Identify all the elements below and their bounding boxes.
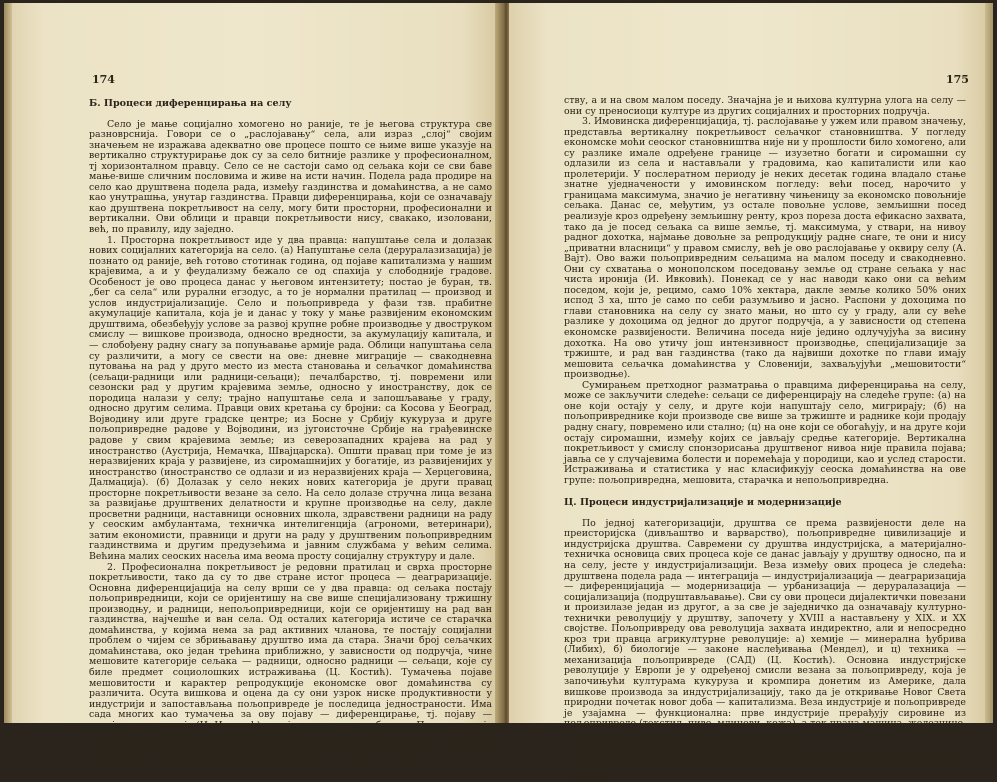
right-paragraph-2: 3. Имовинска диференцијација, тј. раслојавање у ужем или правом значењу, представља вертикалну покретљивост сељачког становништва. У погледу економске моћи сеоског становништва није ни у прошлости било хомогено, али су разлике имале одређене границе — изузетно богати и сиромашни су одлазили из села и настављали у градовима, као капиталисти или као пролетерији. У послератном периоду је неких десетак година владало стање знатне уједначености у имовинском погледу: већи посед, нарочито у границама максимума, значио је негативну чињеницу за економско повољније сељака. Данас се, међутим, уз остале повољне услове, земљишни посед реализује кроз одређену земљишну ренту, кроз пореза доста ефикасно захвата, тако да је посед сељака са више земље, тј. максимума, у ствари, на нивоу радног дохотка, најмање довољне за репродукцију радне снаге, те они и нису „приватни власници“ у правом смислу, већ је ово раслојавање у оквиру селу (А. Вајт). Ово важи пољопривредним сељацима на малом поседу и свакодневно. Они су схватања о монополском поседовању земље од стране сељака у нас чиста иронија (И. Ивковић). Понекад се у нас наводи како они са већим поседом, који је, рецимо, само 10% хектара, дакле земље колико 50% оних испод 3 ха, што је само по себи разумљиво и јасно. Распони у дохоцима по глави становника на селу су знато мањи, но што су у граду, али су веће разлике у дохоцима од једног до другог подручја, а у зависности од степена економске развијености. Величина поседа није једино одлучујућа за висину дохотка. На ово утичу још интензивност производње, специјализације за тржиште, и рад ван газдинства (тако да највиши дохотке по глави имају мешовита сељачка домаћинства у Словенији, захваљујући „мешовитости“ производње). xyxy=(564,116,966,381)
right-page-edge xyxy=(985,3,993,723)
left-page xyxy=(4,3,501,773)
right-page-text xyxy=(564,96,966,782)
page-number-left: 174 xyxy=(92,73,115,86)
left-page-edge xyxy=(4,3,12,723)
left-paragraph-3: 2. Професионална покретљивост је редовни пратилац и сврха просторне покретљивости, тако да су то две стране истог процеса — деаграризације. Основна диференцијација на селу врши се у два правца: од сељака постају пољопривредници, који се оријентишу на све више специјализовану тржишну производњу, и радници, непољопривредници, који се оријентишу на рад ван газдинства, најчешће и ван села. Од осталих категорија истиче се старачка домаћинства, у којима нема за рад активних чланова, те постају социјални проблем о чијем се збрињавању друштво има да стара. Значи број сељачких домаћинстава, око један трећина приближно, у зависности од подручја, чине мешовите категорије сељака — радници, односно радници — сељаци, које су биле предмет социолошких истраживања (Ц. Костић). Тумачења појаве мешовитости и карактер репродукције економске овог домаћинства су различита. Осута вишкова и оцена да су они узрок нискe продуктивности у индустрији и запостављања пољопривреде је последица једностраности. Има сада многих као тумачења за ову појаву — диференцирање, тј. појаву — социјалне економије (И. Ивковић), док је стање управо обрнуто. Право стање је другачије: они немају других избора (на малом поседу испод 3 ха је тешко, па и немогуће запослити све за рад способне чланове домаћинства), па је тражење рада ван газдинства неопходно. Они су двоструко запослени: раде у индустрији, грађевинарству, шумарству, рудар- xyxy=(89,561,492,773)
section-heading-b: Б. Процеси диференцирања на селу xyxy=(89,98,292,109)
right-paragraph-4: По једној категоризацији, друштва се према развијености деле на преисторијска (дивљаштво и варварство), пољопривредне цивилизације и индустријска друштва. Савремени су друштва индустријска, а материјално-техничка основица свих процеса које се данас јављају у друштву односно, па и на селу, јесте у индустријализацији. Веза између ових процеса је следећа: друштвена подела рада — интеграција — индустријализација — деаграризација — диференцијација — модернизација — урбанизација — деруралазација — социјализација (подруштављавање). Сви су ови процеси дијалектички повезани и произилазе један из другог, а за све је заједничко да означавају културно-технички револуцију у друштву, започету у XVIII а настављену у XIX. и XX својстве. Пољопривреду ова револуција захвата индиректно, али и непосредно кроз три правца агрикултурне револуције: а) хемије — минерална ђубрива (Либих), б) биологије — законе наслеђивања (Мендел), и ц) техника — механизација пољопривреде (САД) (Ц. Костић). Основна индустријске револуције у Европи је у одређеној смисли везана за пољопривреду, која је започињући културама кукуруза и кромпира донетим из Америке, дала вишкове производа за индустријализацију, тако да је откривање Новог Света природни почетак новог доба — капитализма. Веза индустрије и пољопривреде је узајамна — функционална: прве индустрије прерађују сировине из пољопривреде (текстил, пиво, млинови, кожа), а тек прана машина, железнице, елетрицитет и мотори доводе до превласти тзв. I одељка — производње средстава за производњу (базичне индустрије). xyxy=(564,517,966,751)
right-paragraph-1: ству, а и на свом малом поседу. Значајна је и њихова културна улога на селу — они су преносиоци културе из других социјалних и просторних подручја. xyxy=(564,95,966,117)
left-page-text xyxy=(89,99,492,773)
section-heading-c: Ц. Процеси индустријализације и модернизације xyxy=(564,497,842,509)
book-spread xyxy=(4,3,993,782)
left-paragraph-2: 1. Просторна покретљивост иде у два правца: напуштање села и долазак нових социјалних категорија на село. (а) Напуштање села (деруралазизација) је познато од раније, већ готово стотинак година, од појаве капитализма у нашим крајевима, а и у феудализму бежало се од спахија у слободније градове. Особеност је ово процеса данас у његовом интензитету; постао је буран, тв. „бег са села“ или рурални егзодус, а то је нормални пратилац — производ и услов индустријализације. Село и пољопривреда у фази тзв. прабитне акумулације капитала, која је и данас у току у мање развијеним економским друштвима, обезбеђују услове за развој крупне робне производње у двоструком смислу — вишкове производа, односно вредности, за акумулацију капитала, и — слобођену радну снагу за попуњавање армије рада. Облици напуштања села су различити, а могу се свести на ове: дневне миграције — свакодневна путовања на рад у друго место из места становања и сељачког домаћинства (сељаци-радници или радници-сељаци); печалбарство, тј. повремени или сезонски рад у другим крајевима земље, односно у иностранству, док се породица налази у селу; трајно напуштање села и запошљавање у граду, односно другим селима. Правци ових кретања су бројни: са Косова у Београд, Војводину или друге градске центре; из Босне у Србију кукуруза и друге пољопривредне радове у Војводини, из југоисточне Србије на грађевинске радове у свим крајевима земље; из северозападних крајева на рад у иностранство (Аустрија, Немачка, Швајцарска). Општи правац при томе је из неразвијених краја у развијене, из сиромашнијих у богатије, из развијенијих у иностранство (иностранство се одлази и из неразвијених краја — Херцеговина, Далмација). (б) Долазак у село неких нових категорија је други правац просторне покретљивости везане за село. На село долазе стручна лица везана за развијање друштвених делатности и крупне производње на селу, дакле просветни радници, наставници основних школа, здравствени радници на раду у сеоским амбулантама, техничка интелигенција (агрономи, ветеринари), затим економисти, правници и други на раду у друштвеним пољопривредним газдинствима и другим предузећима и јавним службама у већим селима. Већина малих сеоских насеља има веома просту социјалну структуру и дале. xyxy=(89,234,492,562)
right-page xyxy=(509,3,993,782)
right-paragraph-5: Једна од општих карактеристика развоја привреде је споријн развој пољопривреде у односу на развој индустрије. Међутим, израз заостајање пољопри- xyxy=(564,749,966,782)
page-number-right: 175 xyxy=(946,73,969,86)
right-paragraph-3: Сумирањем претходног разматрања о правцима диференцирања на селу, може се закључити следеће: сељаци се диференцирају на следеће групе: (а) на оне који остају у селу, и друге који напуштају село, мигрирају; (б) на пољопривреднике који производе све више за тржиште и раднике који продају радну снагу, повремено или стално; (ц) на оне који се обогаћују, и на друге који остају сиромашни, између којих се јављају средње категорије. Вертикална покретљивост у смислу спонзорисања друштвеног нивоа није правила појава; јавља се у случајевима болести и поремећаја у породици, као и услед старости. Истраживања и статистика у нас класификују сеоска домаћинства на ове групе: пољопривредна, мешовита, старачка и непољопривредна. xyxy=(564,379,966,486)
left-paragraph-1: Село је мање социјално хомогено но раније, те је његова структура све разноврснија. Говори се о „раслојавању“ села, али израз „слој“ својим значењем не изражава адекватно ове процесе пошто се њиме више указује на вертикално структурирање док су за село битније разлике у професионалном, тј хоризонталном правцу. Село се не састоји само од сељака који се сви баве мање-више сличним пословима и живе на исти начин. Подела рада продире на село као друштвена подела рада, између газдинства и домаћинства, а не само као унутрашња, унутар газдинства. Правци диференцирања, који се означавају као друштвена покретљивост на селу, могу бити просторни, професионални и вертикални. Ови облици и правци покретљивости нису, свакако, изоловани, већ, по правилу, иду заједно. xyxy=(89,118,492,236)
